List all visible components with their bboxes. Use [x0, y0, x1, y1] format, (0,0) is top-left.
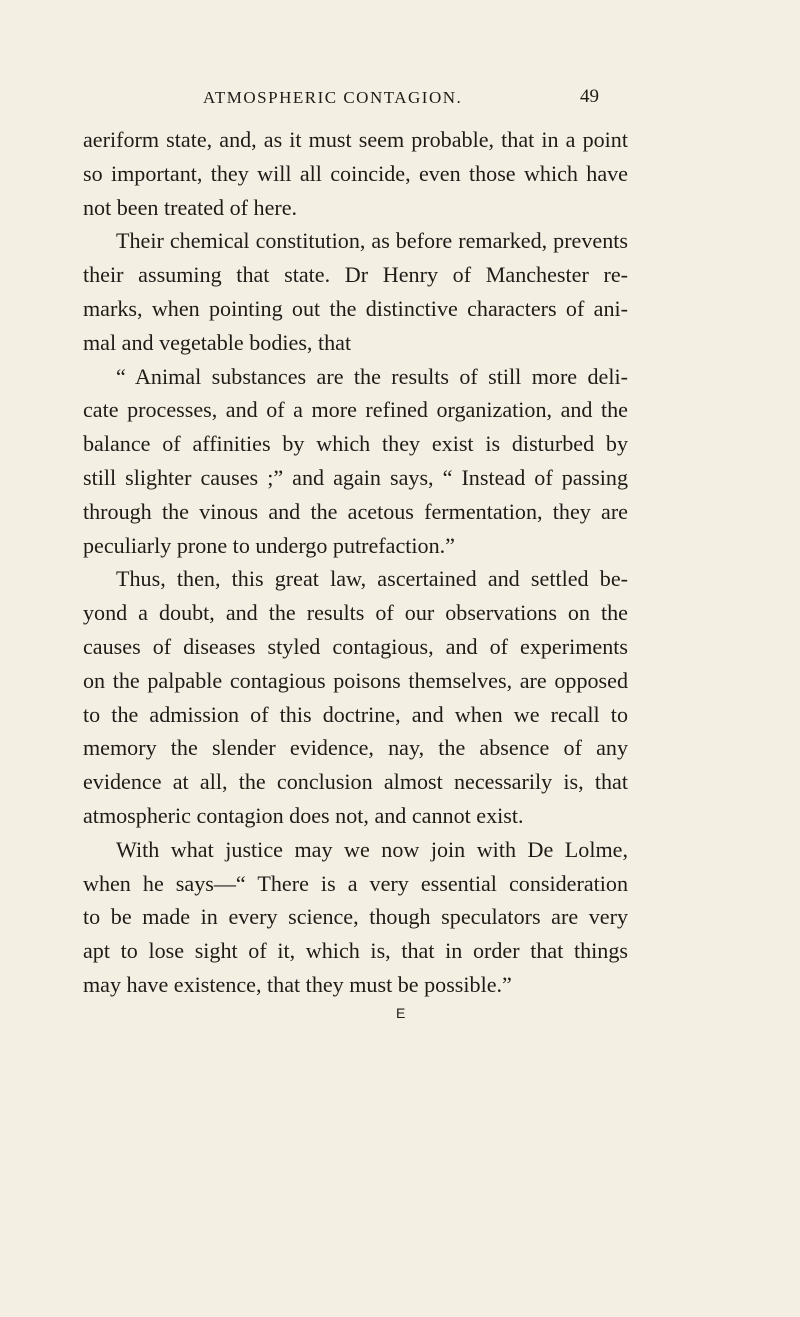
text-line: may have existence, that they must be possible.”	[83, 971, 512, 997]
text-line: their assuming that state. Dr Henry of Manchester re-	[83, 262, 628, 288]
body-text	[83, 123, 628, 1002]
quote-line: “ Animal substances are the results of still more deli-	[116, 363, 628, 389]
text-line: to be made in every science, though speculators are very	[83, 904, 628, 930]
text-line: not been treated of here.	[83, 194, 298, 220]
text-line: aeriform state, and, as it must seem probable, that in a point	[83, 127, 628, 152]
text-line: to the admission of this doctrine, and when we recall to	[83, 701, 628, 727]
text-line: yond a doubt, and the results of our observations on the	[83, 600, 628, 626]
text-line: causes of diseases styled contagious, and of experiments	[83, 633, 628, 659]
text-line: marks, when pointing out the distinctive characters of ani-	[83, 295, 628, 321]
page-number: 49	[580, 86, 599, 107]
text-line: on the palpable contagious poisons themselves, are opposed	[83, 667, 628, 693]
quote-line: cate processes, and of a more refined organization, and the	[83, 397, 628, 423]
text-line: evidence at all, the conclusion almost necessarily is, that	[83, 769, 628, 795]
quote-line: peculiarly prone to undergo putrefaction.”	[83, 532, 455, 558]
text-line: when he says—“ There is a very essential consideration	[83, 870, 628, 896]
running-title: ATMOSPHERIC CONTAGION.	[203, 88, 463, 107]
text-line: With what justice may we now join with De Lolme,	[116, 836, 628, 862]
text-line: Thus, then, this great law, ascertained and settled be-	[116, 566, 628, 592]
text-line: apt to lose sight of it, which is, that in order that things	[83, 938, 628, 964]
text-line: so important, they will all coincide, even those which have	[83, 160, 628, 186]
quote-line: still slighter causes ;” and again says, “ Instead of passing	[83, 464, 628, 490]
text-line: Their chemical constitution, as before remarked, prevents	[116, 228, 628, 254]
quote-line: balance of affinities by which they exist is disturbed by	[83, 431, 628, 457]
quote-line: through the vinous and the acetous fermentation, they are	[83, 498, 628, 524]
text-line: atmospheric contagion does not, and cannot exist.	[83, 802, 524, 828]
text-line: mal and vegetable bodies, that	[83, 329, 352, 355]
page-header	[0, 82, 800, 118]
signature-mark: E	[396, 1005, 406, 1021]
text-line: memory the slender evidence, nay, the absence of any	[83, 735, 628, 761]
